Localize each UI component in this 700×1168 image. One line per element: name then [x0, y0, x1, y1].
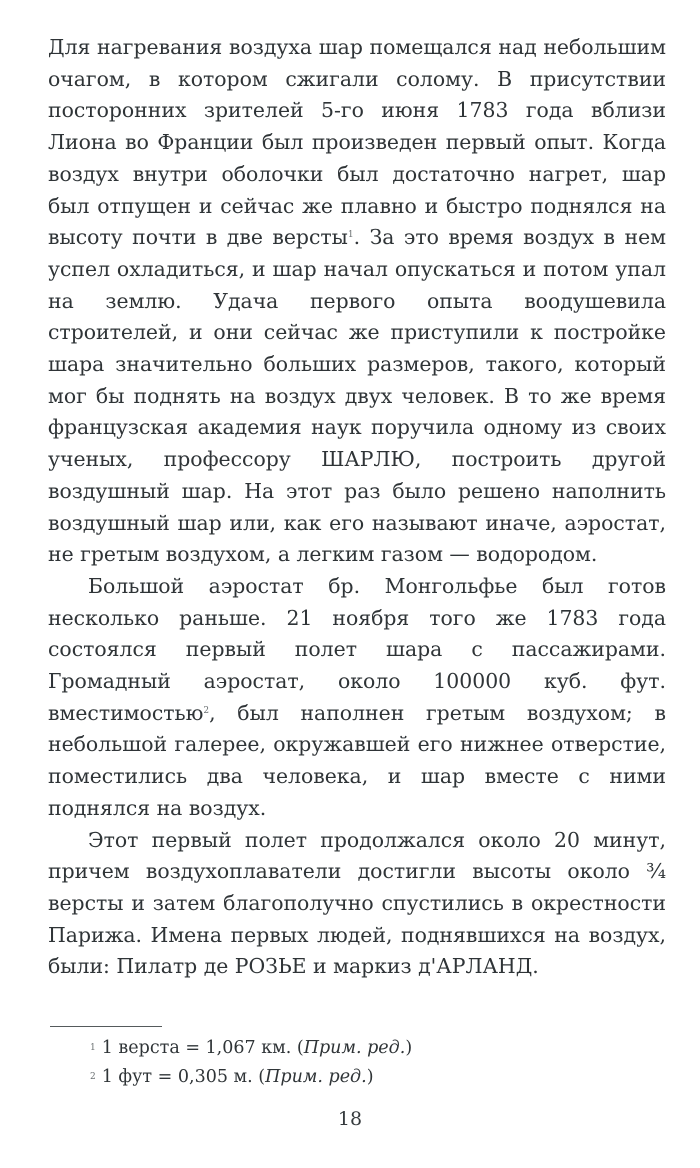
footnote-mark: 2	[90, 1072, 96, 1082]
footnote-2	[90, 1063, 412, 1092]
footnote-mark: 1	[90, 1043, 96, 1053]
footnote-divider	[50, 1026, 162, 1027]
paragraph-text: Этот первый полет продолжался около 20 минут, причем воздухоплаватели достигли высоты около ¾ версты и затем благополучно спустились в окрестности Парижа. Имена первых людей, поднявшихся на воздух, были: Пилатр де РОЗЬЕ и маркиз д'АРЛАНД.	[48, 827, 666, 979]
footnote-close: )	[405, 1038, 413, 1058]
footnote-editor-note: Прим. ред.	[303, 1038, 406, 1058]
page-number: 18	[337, 1108, 363, 1130]
paragraph-1	[48, 32, 666, 571]
paragraph-3	[48, 825, 666, 984]
footnote-reference: 2	[203, 705, 210, 716]
paragraph-2	[48, 571, 666, 825]
footnote-text: 1 фут = 0,305 м. (	[101, 1067, 266, 1087]
paragraph-text: . За это время воздух в нем успел охладиться, и шар начал опускаться и потом упал на землю. Удача первого опыта воодушевила строителей, и они сейчас же приступили к постройке шара значительно больших размеров, такого, который мог бы поднять на воздух двух человек. В то же время французская академия наук поручила одному из своих ученых, профессору ШАРЛЮ, построить другой воздушный шар. На этот раз было решено наполнить воздушный шар или, как его называют иначе, аэростат, не гретым воздухом, а легким газом — водородом.	[48, 225, 666, 567]
footnote-close: )	[366, 1067, 374, 1087]
paragraph-text: Большой аэростат бр. Монгольфье был готов несколько раньше. 21 ноября того же 1783 года состоялся первый полет шара с пассажирами. Громадный аэростат, около 100000 куб. фут. вместимостью	[48, 573, 666, 725]
footnote-text: 1 верста = 1,067 км. (	[101, 1038, 304, 1058]
footnotes	[90, 1034, 412, 1092]
paragraph-text: Для нагревания воздуха шар помещался над небольшим очагом, в котором сжигали солому. В присутствии посторонних зрителей 5-го июня 1783 года вблизи Лиона во Франции был произведен первый опыт. Когда воздух внутри оболочки был достаточно нагрет, шар был отпущен и сейчас же плавно и быстро поднялся на высоту почти в две версты	[48, 35, 666, 250]
footnote-reference: 1	[347, 230, 354, 241]
body-text	[48, 32, 666, 983]
paragraph-text: , был наполнен гретым воздухом; в небольшой галерее, окружавшей его нижнее отверстие, поместились два человека, и шар вместе с ними поднялся на воздух.	[48, 700, 666, 820]
footnote-editor-note: Прим. ред.	[265, 1067, 367, 1087]
footnote-1	[90, 1034, 412, 1063]
